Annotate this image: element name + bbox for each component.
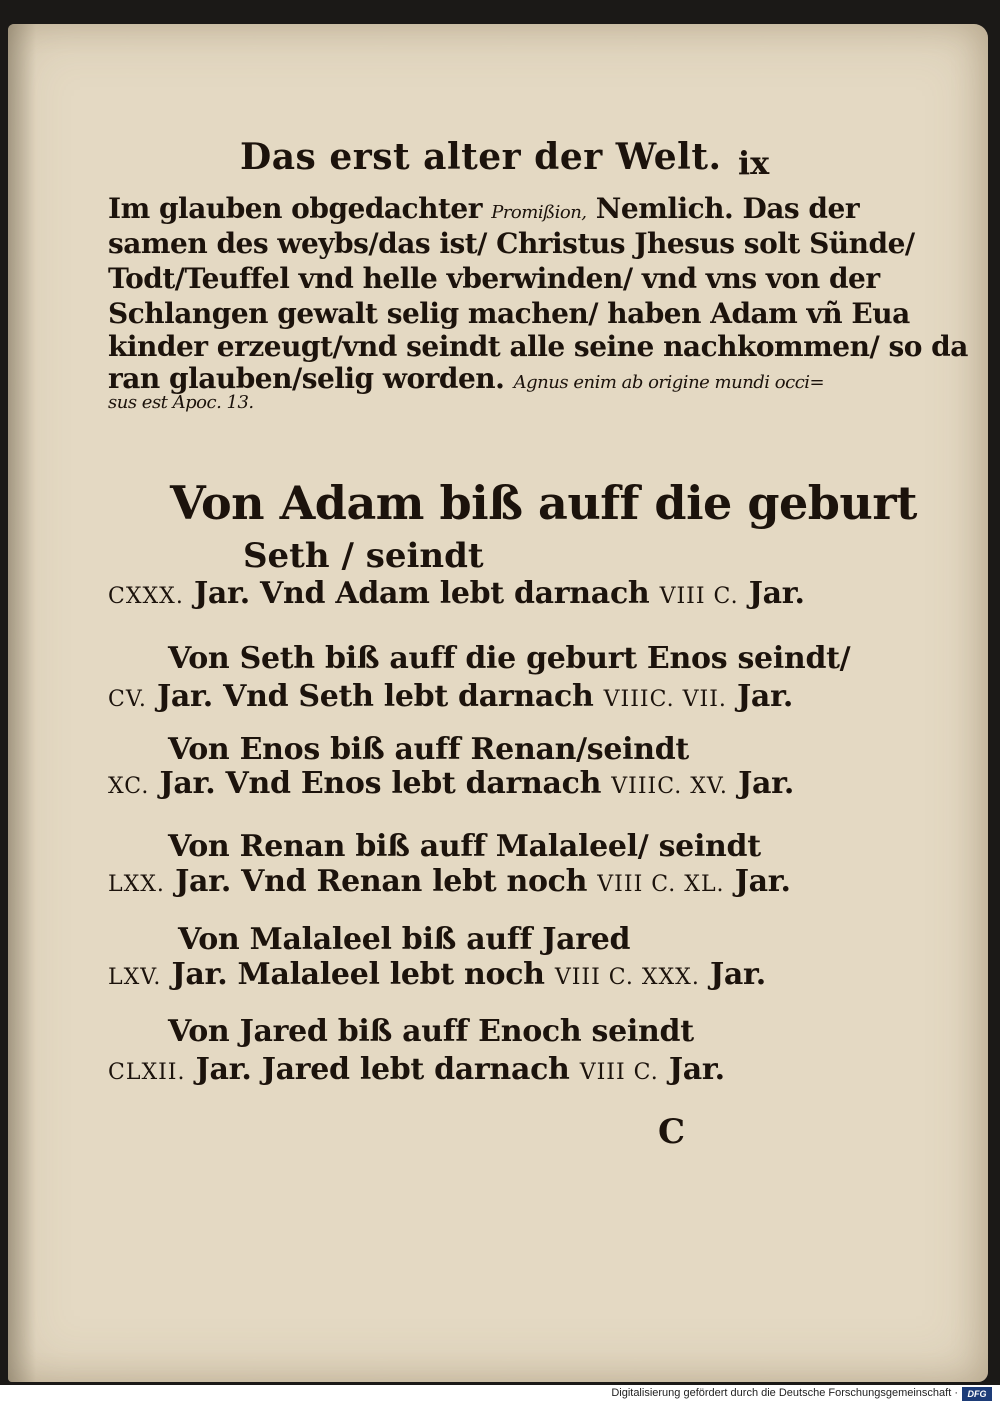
entry-6-heading: Von Jared biß auff Enoch seindt bbox=[168, 1014, 694, 1049]
entry-1-line bbox=[108, 576, 805, 611]
entry-5-lifespan: VIII C. XXX. bbox=[554, 965, 700, 990]
entry-5-text: Jar. Malaleel lebt noch bbox=[161, 957, 555, 992]
entry-3-line bbox=[108, 766, 794, 801]
entry-4-years: LXX. bbox=[108, 872, 165, 897]
entry-2-years: CV. bbox=[108, 687, 147, 712]
signature-mark: C bbox=[658, 1112, 686, 1152]
entry-5-line bbox=[108, 957, 766, 992]
entry-3-text: Jar. Vnd Enos lebt darnach bbox=[149, 766, 612, 801]
entry-2-heading: Von Seth biß auff die geburt Enos seindt/ bbox=[168, 641, 851, 676]
entry-6-lifespan: VIII C. bbox=[579, 1060, 659, 1085]
entry-4-line bbox=[108, 864, 791, 899]
entry-5-end: Jar. bbox=[699, 957, 766, 992]
intro-line-4: Schlangen gewalt selig machen/ haben Adam vñ Eua bbox=[108, 297, 910, 330]
entry-1-end: Jar. bbox=[738, 576, 805, 611]
intro-line-1-rest: Nemlich. Das der bbox=[586, 192, 860, 225]
section-heading-2: Seth / seindt bbox=[243, 536, 484, 576]
entry-2-end: Jar. bbox=[726, 679, 793, 714]
page-edge-stain bbox=[8, 24, 36, 1382]
entry-2-line bbox=[108, 679, 793, 714]
intro-line-1 bbox=[108, 192, 859, 225]
section-heading: Von Adam biß auff die geburt bbox=[170, 476, 917, 530]
intro-latin-2: sus est Apoc. 13. bbox=[108, 392, 254, 413]
entry-6-text: Jar. Jared lebt darnach bbox=[185, 1052, 580, 1087]
intro-promission: Promißion, bbox=[491, 202, 587, 223]
entry-4-end: Jar. bbox=[724, 864, 791, 899]
entry-2-text: Jar. Vnd Seth lebt darnach bbox=[146, 679, 604, 714]
intro-line-3: Todt/Teuffel vnd helle vberwinden/ vnd vns von der bbox=[108, 262, 880, 295]
entry-3-heading: Von Enos biß auff Renan/seindt bbox=[168, 732, 689, 767]
dfg-logo-icon: DFG bbox=[962, 1387, 992, 1401]
running-head: Das erst alter der Welt. bbox=[240, 136, 722, 178]
intro-line-1-text: Im glauben obgedachter bbox=[108, 192, 492, 225]
entry-6-end: Jar. bbox=[658, 1052, 725, 1087]
entry-6-line bbox=[108, 1052, 725, 1087]
entry-5-years: LXV. bbox=[108, 965, 162, 990]
footer-credit: Digitalisierung gefördert durch die Deutsche Forschungsgemeinschaft · bbox=[611, 1387, 958, 1399]
entry-1-text: Jar. Vnd Adam lebt darnach bbox=[183, 576, 660, 611]
entry-1-lifespan: VIII C. bbox=[659, 584, 739, 609]
entry-4-text: Jar. Vnd Renan lebt noch bbox=[164, 864, 598, 899]
intro-line-6 bbox=[108, 362, 824, 395]
intro-latin: Agnus enim ab origine mundi occi= bbox=[513, 372, 825, 393]
folio-number: ix bbox=[738, 144, 770, 182]
digitization-footer bbox=[0, 1385, 1000, 1404]
entry-3-years: XC. bbox=[108, 774, 150, 799]
entry-4-lifespan: VIII C. XL. bbox=[597, 872, 725, 897]
entry-3-lifespan: VIIIC. XV. bbox=[611, 774, 728, 799]
entry-6-years: CLXII. bbox=[108, 1060, 186, 1085]
intro-line-6-text: ran glauben/selig worden. bbox=[108, 362, 505, 395]
entry-4-heading: Von Renan biß auff Malaleel/ seindt bbox=[168, 829, 761, 864]
entry-5-heading: Von Malaleel biß auff Jared bbox=[178, 922, 631, 957]
entry-3-end: Jar. bbox=[727, 766, 795, 801]
entry-2-lifespan: VIIIC. VII. bbox=[603, 687, 727, 712]
book-page bbox=[8, 24, 988, 1382]
intro-line-2: samen des weybs/das ist/ Christus Jhesus solt Sünde/ bbox=[108, 227, 915, 260]
entry-1-years: CXXX. bbox=[108, 584, 184, 609]
intro-line-5: kinder erzeugt/vnd seindt alle seine nachkommen/ so da bbox=[108, 330, 968, 363]
